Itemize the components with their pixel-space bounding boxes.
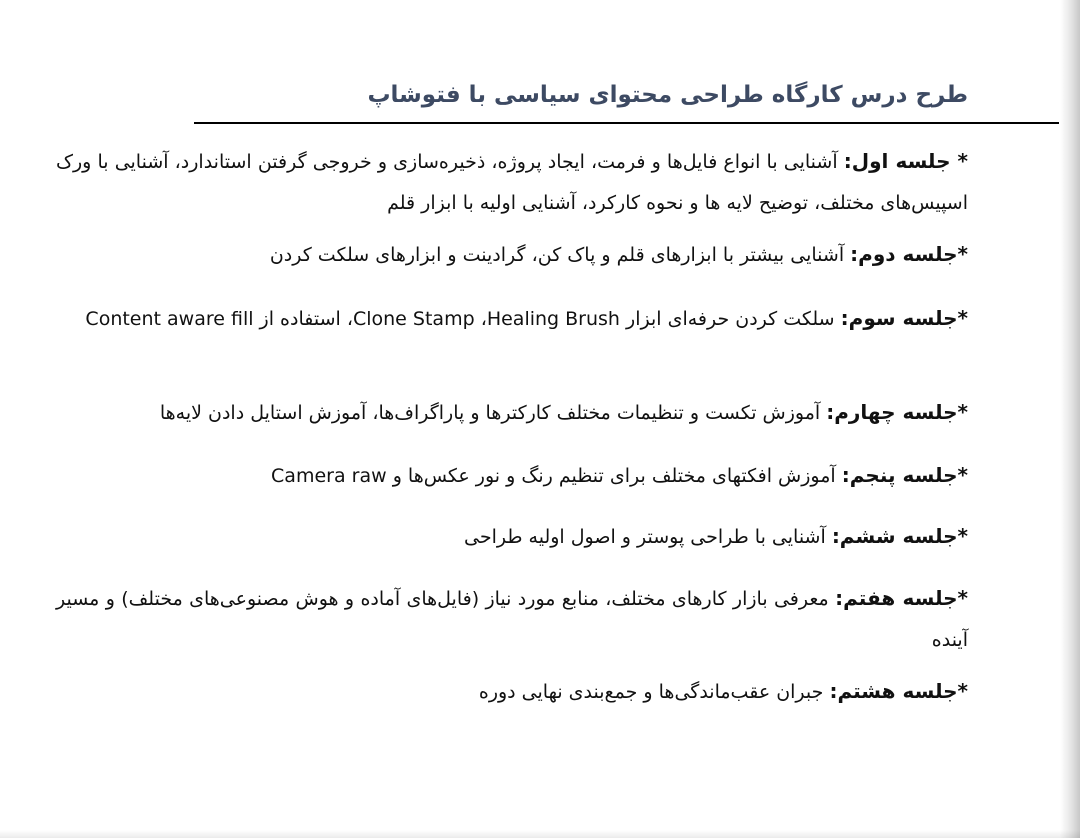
session-5-label: *جلسه پنجم: xyxy=(841,463,968,487)
session-2 xyxy=(56,234,968,276)
session-3-text-before: سلکت کردن حرفه‌ای ابزار xyxy=(626,308,835,330)
session-3 xyxy=(56,298,968,340)
session-4-label: *جلسه چهارم: xyxy=(826,400,968,424)
session-6 xyxy=(56,516,968,558)
session-7-label: *جلسه هفتم: xyxy=(835,586,968,610)
document-title: طرح درس کارگاه طراحی محتوای سیاسی با فتوشاپ xyxy=(367,82,968,108)
session-4 xyxy=(56,392,968,434)
session-4-text: آموزش تکست و تنظیمات مختلف کارکترها و پاراگراف‌ها، آموزش استایل دادن لایه‌ها xyxy=(159,402,821,424)
session-3-tool-clone-stamp: Clone Stamp xyxy=(352,308,475,330)
session-3-tool-healing-brush: Healing Brush xyxy=(486,308,620,330)
session-8-label: *جلسه هشتم: xyxy=(829,679,968,703)
session-1 xyxy=(56,141,968,224)
session-6-label: *جلسه ششم: xyxy=(831,524,968,548)
session-2-label: *جلسه دوم: xyxy=(850,242,968,266)
session-5-tool-camera-raw: Camera raw xyxy=(271,465,387,487)
session-3-label: *جلسه سوم: xyxy=(840,306,968,330)
session-3-tool-content-aware-fill: Content aware fill xyxy=(85,308,254,330)
title-underline xyxy=(194,122,1059,124)
session-5-text-before: آموزش افکتهای مختلف برای تنظیم رنگ و نور عکس‌ها و xyxy=(392,465,836,487)
session-3-text-middle: ، استفاده از xyxy=(259,308,353,330)
session-8-text: جبران عقب‌ماندگی‌ها و جمع‌بندی نهایی دوره xyxy=(478,681,824,703)
session-5 xyxy=(56,455,968,497)
session-3-separator: ، xyxy=(480,308,487,330)
session-7-text: معرفی بازار کارهای مختلف، منابع مورد نیاز (فایل‌های آماده و هوش مصنوعی‌های مختلف) و مسیر آینده xyxy=(56,588,968,651)
session-8 xyxy=(56,671,968,713)
session-1-label: * جلسه اول: xyxy=(843,149,969,173)
session-6-text: آشنایی با طراحی پوستر و اصول اولیه طراحی xyxy=(464,526,826,548)
session-7 xyxy=(56,578,968,661)
session-1-text: آشنایی با انواع فایل‌ها و فرمت، ایجاد پروژه، ذخیره‌سازی و خروجی گرفتن استاندارد، آشنایی با ورک اسپیس‌های مختلف، توضیح لایه ها و نحوه کارکرد، آشنایی اولیه با ابزار قلم xyxy=(56,151,968,214)
session-2-text: آشنایی بیشتر با ابزارهای قلم و پاک کن، گرادینت و ابزارهای سلکت کردن xyxy=(269,244,845,266)
